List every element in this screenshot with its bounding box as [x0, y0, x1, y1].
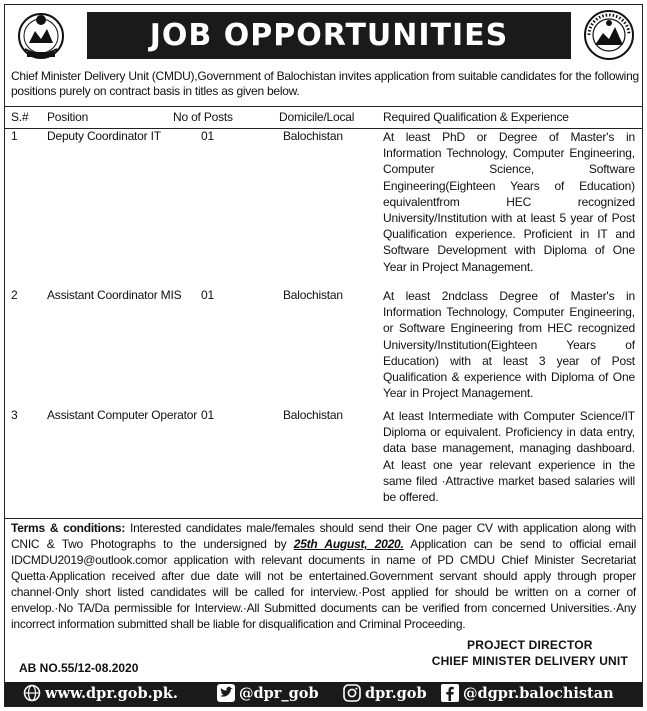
footer-instagram[interactable] — [343, 684, 427, 702]
row-sn: 2 — [11, 288, 18, 302]
facebook-icon — [441, 684, 459, 702]
row-position: Assistant Computer Operator — [47, 408, 197, 422]
website-link[interactable]: www.dpr.gob.pk. — [45, 684, 178, 702]
signature-block — [432, 638, 628, 668]
row-domicile: Balochistan — [283, 288, 343, 302]
deadline-date: 25th August, 2020. — [293, 537, 404, 551]
table-header — [5, 106, 642, 129]
footer-website[interactable] — [23, 684, 178, 702]
col-posts: No of Posts — [173, 110, 233, 124]
row-domicile: Balochistan — [283, 408, 343, 422]
row-qualification: At least Intermediate with Computer Science/IT Diploma or equivalent. Proficiency in data entry, data base management, managing dashboard. At least one year relevant experience in the same filed ·Attractive market based salaries will be offered. — [383, 409, 635, 505]
footer-twitter[interactable] — [217, 684, 319, 702]
signature-office: CHIEF MINISTER DELIVERY UNIT — [431, 654, 628, 668]
terms-and-conditions — [5, 518, 642, 632]
col-sn: S.# — [11, 110, 29, 124]
col-domicile: Domicile/Local — [279, 110, 355, 124]
footer-bar — [5, 682, 642, 706]
instagram-handle[interactable]: dpr.gob — [365, 684, 427, 702]
footer-facebook[interactable] — [441, 684, 614, 702]
advertisement-page — [4, 4, 643, 707]
terms-text-before-date: Interested candidates male/females should send their One pager CV with application along with CNIC & Two Photographs to the undersigned by — [11, 521, 636, 551]
signature-title: PROJECT DIRECTOR — [467, 638, 593, 652]
col-position: Position — [47, 110, 89, 124]
twitter-icon — [217, 684, 235, 702]
terms-text-after-date: Application can be send to official email IDCMDU2019@outlook.comor application with relevant documents in name of PD CMDU Chief Minister Secretariat Quetta·Application received after due date will not be entertained.Government servant should apply through proper channel·Only short listed candidates will be called for interview.·Post applied for should be written on a corner of envelop.·No TA/Da permissible for Interview.·All Submitted documents can be verified from concerned Universities.·Any incorrect information submitted shall be liable for disqualification and Criminal Proceeding. — [11, 537, 637, 631]
instagram-icon — [343, 684, 361, 702]
row-sn: 1 — [11, 129, 18, 143]
row-domicile: Balochistan — [283, 129, 343, 143]
row-posts: 01 — [201, 129, 214, 143]
row-qualification: At least PhD or Degree of Master's in Information Technology, Computer Engineering, Computer Science, Software Engineering(Eighteen Years of Education) equivalentfrom HEC recognized University/Institution with at least 5 year of Post Qualification experience. Proficient in IT and Software Development with Diploma of One Year in Project Management. — [383, 130, 635, 274]
header — [5, 5, 642, 67]
row-sn: 3 — [11, 408, 18, 422]
terms-label: Terms & conditions: — [11, 521, 126, 535]
col-qualification: Required Qualification & Experience — [383, 110, 569, 124]
title-banner — [87, 12, 571, 59]
row-posts: 01 — [201, 408, 214, 422]
row-position: Assistant Coordinator MIS — [47, 288, 182, 302]
globe-icon — [23, 684, 41, 702]
balochistan-emblem-icon — [15, 9, 67, 61]
intro-text: Chief Minister Delivery Unit (CMDU),Government of Balochistan invites application from suitable candidates for the following positions purely on contract basis in titles as given below. — [11, 69, 639, 98]
dgpr-seal-icon — [583, 9, 635, 61]
row-qualification: At least 2ndclass Degree of Master's in Information Technology, Computer Engineering, or Software Engineering from HEC recognized University/Institution(Eighteen Years of Education) with at least 3 year of Post Qualification & experience with Diploma of One Year in Project Management. — [383, 289, 635, 401]
row-posts: 01 — [201, 288, 214, 302]
ad-number: AB NO.55/12-08.2020 — [19, 661, 139, 675]
facebook-handle[interactable]: @dgpr.balochistan — [463, 684, 614, 702]
page-title: JOB OPPORTUNITIES — [149, 18, 509, 53]
twitter-handle[interactable]: @dpr_gob — [239, 684, 319, 702]
row-position: Deputy Coordinator IT — [47, 129, 161, 143]
